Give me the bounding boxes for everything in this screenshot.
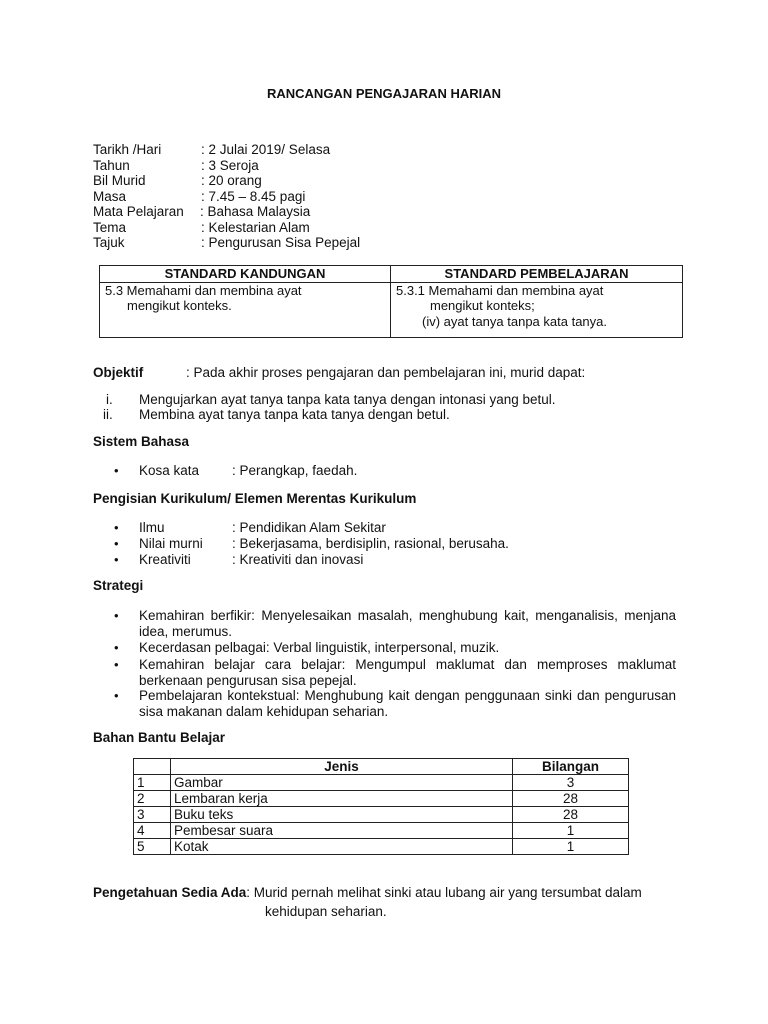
table-row (134, 823, 629, 839)
bullet-icon: • (114, 520, 119, 535)
pengetahuan-label: Pengetahuan Sedia Ada (93, 885, 247, 900)
table-row (134, 807, 629, 823)
list-item (114, 536, 676, 552)
pengisian-heading: Pengisian Kurikulum/ Elemen Merentas Kurikulum (93, 491, 417, 506)
cell-no: 3 (134, 807, 171, 823)
info-value: : 2 Julai 2019/ Selasa (201, 142, 331, 157)
objektif-item-number: ii. (103, 407, 113, 422)
objektif-item-number: i. (106, 392, 113, 407)
item-value: : Perangkap, faedah. (232, 463, 358, 478)
info-value: : 20 orang (201, 173, 262, 188)
bahan-bantu-table (133, 758, 629, 855)
cell-bilangan: 28 (513, 791, 629, 807)
item-key: Nilai murni (139, 536, 203, 551)
info-value: : 7.45 – 8.45 pagi (201, 189, 306, 204)
pengetahuan-text-continuation: kehidupan seharian. (265, 904, 387, 919)
cell-standard-pembelajaran (391, 282, 683, 337)
strategi-text: Kecerdasan pelbagai: Verbal linguistik, interpersonal, muzik. (139, 640, 500, 655)
header-no (134, 759, 171, 775)
info-key: Tema (93, 220, 127, 235)
bullet-icon: • (114, 657, 119, 672)
bullet-icon: • (114, 536, 119, 551)
cell-jenis: Pembesar suara (171, 823, 513, 839)
info-key: Bil Murid (93, 173, 146, 188)
objektif-item-text: Membina ayat tanya tanpa kata tanya dengan betul. (139, 407, 450, 422)
pembelajaran-line: (iv) ayat tanya tanpa kata tanya. (422, 313, 607, 329)
objektif-item-text: Mengujarkan ayat tanya tanpa kata tanya dengan intonasi yang betul. (139, 392, 556, 407)
list-item (114, 608, 676, 640)
cell-bilangan: 1 (513, 839, 629, 855)
info-key: Tarikh /Hari (93, 142, 162, 157)
info-key: Tahun (93, 158, 130, 173)
strategi-text: Kemahiran belajar cara belajar: Mengumpul maklumat dan memproses maklumat berkenaan pengurusan sisa pepejal. (139, 657, 676, 688)
cell-jenis: Lembaran kerja (171, 791, 513, 807)
pengetahuan-block (93, 885, 642, 901)
cell-jenis: Gambar (171, 775, 513, 791)
info-value: : 3 Seroja (201, 158, 259, 173)
bahan-bantu-heading: Bahan Bantu Belajar (93, 730, 226, 745)
info-value: : Pengurusan Sisa Pepejal (201, 235, 361, 250)
list-item (114, 657, 676, 689)
cell-bilangan: 3 (513, 775, 629, 791)
objektif-text: : Pada akhir proses pengajaran dan pembelajaran ini, murid dapat: (186, 365, 586, 380)
cell-bilangan: 28 (513, 807, 629, 823)
bullet-icon: • (114, 688, 119, 703)
cell-no: 4 (134, 823, 171, 839)
kandungan-line: 5.3 Memahami dan membina ayat (105, 282, 302, 298)
cell-bilangan: 1 (513, 823, 629, 839)
info-value: : Bahasa Malaysia (200, 204, 311, 219)
header-bilangan: Bilangan (513, 759, 629, 775)
info-key: Mata Pelajaran (93, 204, 184, 219)
info-value: : Kelestarian Alam (201, 220, 310, 235)
table-row (134, 775, 629, 791)
item-key: Kosa kata (139, 463, 200, 478)
list-item (114, 463, 676, 479)
pembelajaran-line: 5.3.1 Memahami dan membina ayat (396, 282, 604, 298)
bullet-icon: • (114, 552, 119, 567)
bullet-icon: • (114, 608, 119, 623)
cell-no: 1 (134, 775, 171, 791)
header-jenis: Jenis (171, 759, 513, 775)
pengetahuan-text: : Murid pernah melihat sinki atau lubang air yang tersumbat dalam (246, 885, 642, 900)
pembelajaran-line: mengikut konteks; (430, 298, 535, 313)
bullet-icon: • (114, 640, 119, 655)
table-row (134, 791, 629, 807)
info-key: Masa (93, 189, 127, 204)
list-item (114, 520, 676, 536)
kandungan-line: mengikut konteks. (127, 298, 232, 313)
sistem-bahasa-heading: Sistem Bahasa (93, 434, 190, 449)
header-standard-pembelajaran: STANDARD PEMBELAJARAN (391, 266, 683, 283)
list-item (114, 688, 676, 720)
item-value: : Kreativiti dan inovasi (232, 552, 364, 567)
cell-jenis: Buku teks (171, 807, 513, 823)
cell-jenis: Kotak (171, 839, 513, 855)
cell-no: 2 (134, 791, 171, 807)
item-key: Ilmu (139, 520, 165, 535)
objektif-label: Objektif (93, 365, 144, 380)
cell-standard-kandungan (100, 282, 391, 337)
item-key: Kreativiti (139, 552, 191, 567)
bullet-icon: • (114, 463, 119, 478)
item-value: : Bekerjasama, berdisiplin, rasional, berusaha. (232, 536, 509, 551)
item-value: : Pendidikan Alam Sekitar (232, 520, 386, 535)
table-row (134, 839, 629, 855)
strategi-heading: Strategi (93, 578, 144, 593)
header-standard-kandungan: STANDARD KANDUNGAN (100, 266, 391, 283)
strategi-text: Kemahiran berfikir: Menyelesaikan masalah, menghubung kait, menganalisis, menjana idea, merumus. (139, 608, 676, 639)
list-item (114, 552, 676, 568)
cell-no: 5 (134, 839, 171, 855)
list-item (114, 640, 676, 656)
document-title: RANCANGAN PENGAJARAN HARIAN (266, 86, 501, 101)
info-key: Tajuk (93, 235, 125, 250)
standard-table (99, 265, 683, 338)
strategi-text: Pembelajaran kontekstual: Menghubung kait dengan penggunaan sinki dan pengurusan sisa makanan dalam kehidupan seharian. (139, 688, 676, 719)
